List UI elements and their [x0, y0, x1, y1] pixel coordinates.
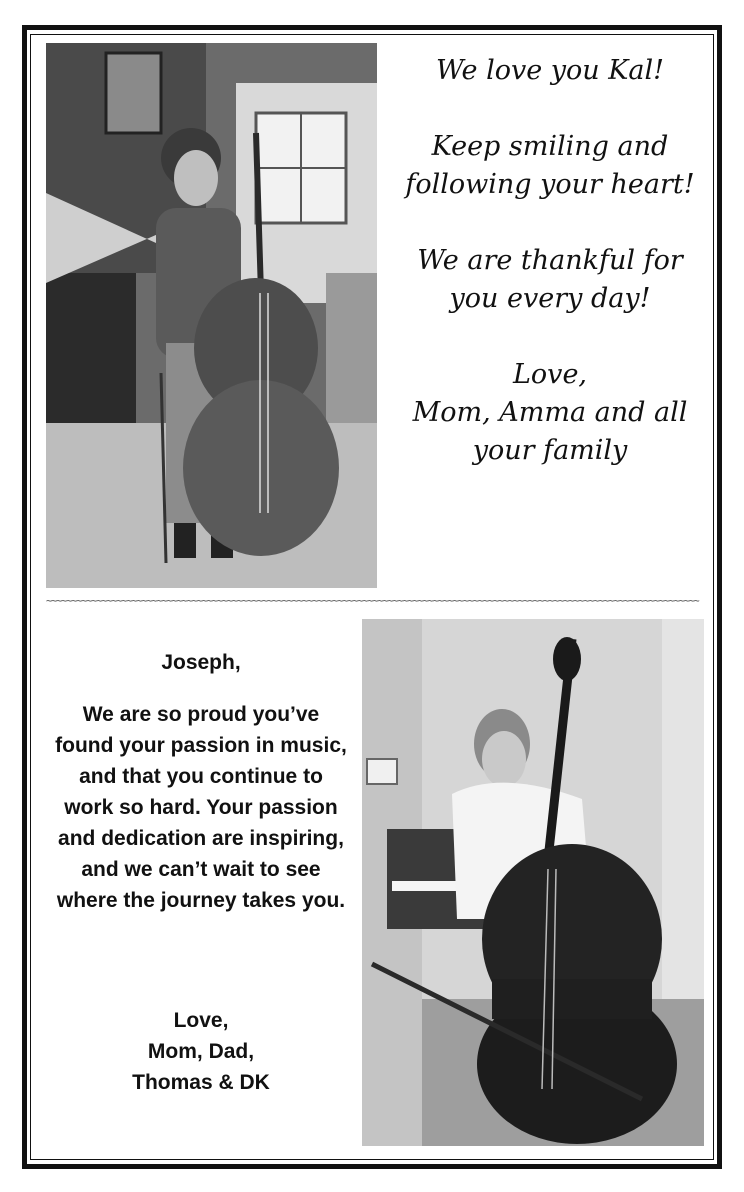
tilde-divider: ~~~~~~~~~~~~~~~~~~~~~~~~~~~~~~~~~~~~~~~~~~~~~~~~~~~~~~~~~~~~~~~~~~~~~~~~~~~~~~~~~~~~~~~~~~~~~~~~~~~~~~~~~~~~~~~~~~~~~~~~~~~~~~~~~~: [46, 596, 699, 607]
kal-closing: Love,: [513, 359, 587, 390]
joseph-greeting: Joseph,: [161, 651, 241, 674]
joseph-signature: [52, 1005, 350, 1098]
joseph-message-body: We are so proud you’ve found your passion in music, and that you continue to work so hard. Your passion and dedication are inspiring, and we can’t wait to see where the journey takes you.: [55, 703, 347, 912]
kal-signature: Mom, Amma and all your family: [412, 397, 688, 466]
kal-message: [400, 52, 700, 470]
kal-greeting: We love you Kal!: [435, 55, 665, 86]
photo-boy-with-cello: [46, 43, 377, 588]
joseph-signature-line1: Mom, Dad,: [147, 1040, 255, 1063]
photo-boy-with-double-bass: [362, 619, 704, 1146]
kal-line-smiling: Keep smiling and following your heart!: [405, 131, 695, 200]
kal-line-thankful: We are thankful for you every day!: [417, 245, 683, 314]
joseph-signature-line2: Thomas & DK: [132, 1071, 270, 1094]
joseph-closing: Love,: [173, 1009, 229, 1032]
